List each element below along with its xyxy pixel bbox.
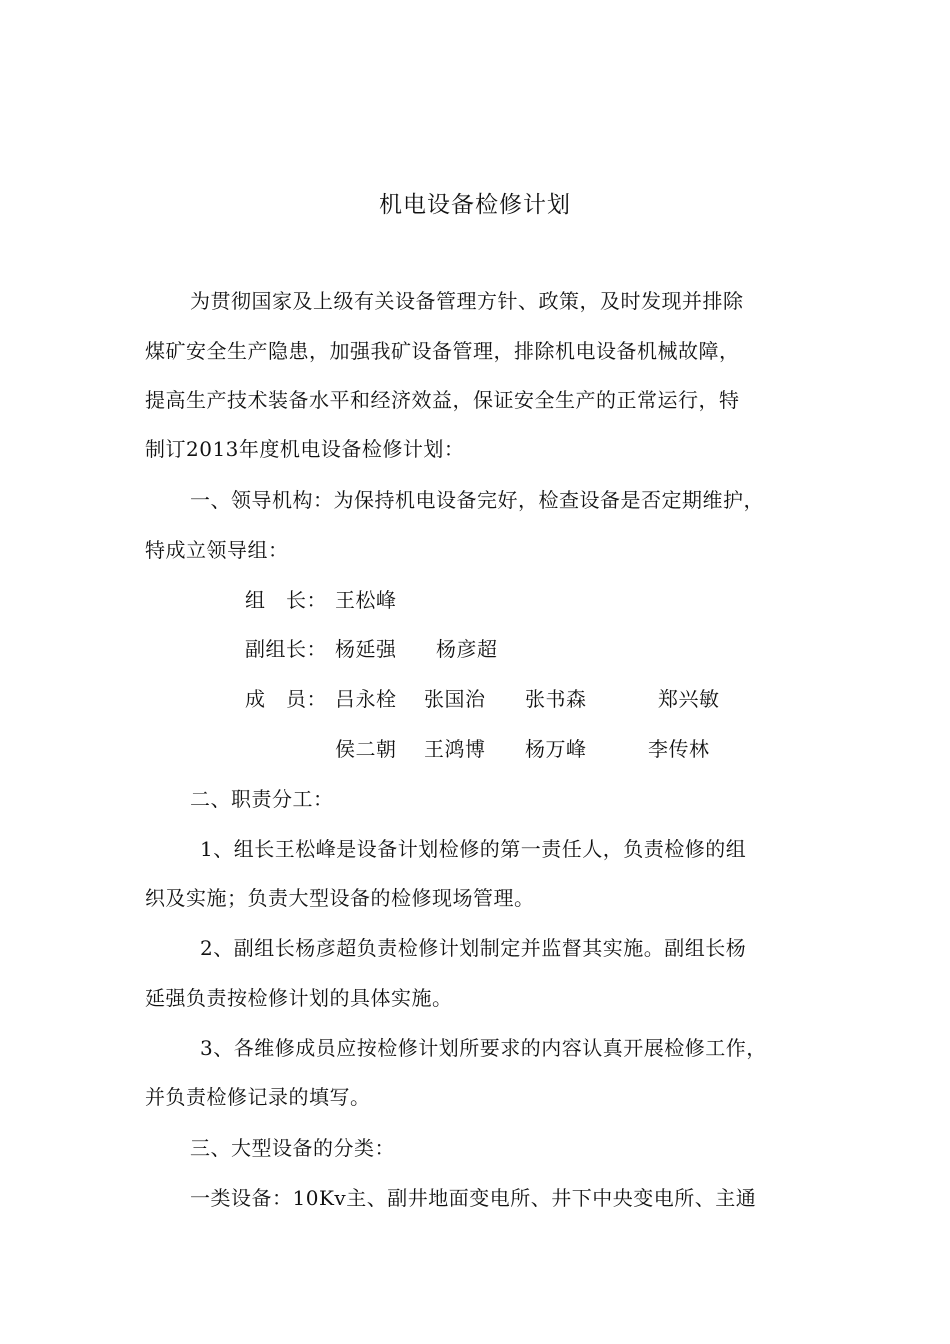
member-name: 吕永栓 (335, 687, 397, 711)
section2-item1-line-1: 1、组长王松峰是设备计划检修的第一责任人，负责检修的组 (200, 837, 747, 861)
intro-line-2: 煤矿安全生产隐患，加强我矿设备管理，排除机电设备机械故障， (145, 339, 740, 363)
intro-line-3: 提高生产技术装备水平和经济效益，保证安全生产的正常运行，特 (145, 388, 740, 412)
leader-label: 组 长： (245, 588, 327, 612)
member-name: 杨万峰 (525, 737, 587, 761)
member-name: 郑兴敏 (658, 687, 720, 711)
intro-line-4: 制订2013年度机电设备检修计划： (145, 437, 465, 461)
section2-heading: 二、职责分工： (190, 787, 334, 811)
member-name: 张国治 (424, 687, 486, 711)
section2-item3-line-2: 并负责检修记录的填写。 (145, 1085, 371, 1109)
section1-line-1: 一、领导机构：为保持机电设备完好，检查设备是否定期维护， (190, 488, 764, 512)
deputy-label: 副组长： (245, 637, 327, 661)
member-name: 王鸿博 (424, 737, 486, 761)
document-title: 机电设备检修计划 (379, 192, 571, 218)
section3-line-1: 一类设备：10Kv主、副井地面变电所、井下中央变电所、主通 (190, 1186, 757, 1210)
intro-line-1: 为贯彻国家及上级有关设备管理方针、政策，及时发现并排除 (190, 289, 744, 313)
section2-item1-line-2: 织及实施；负责大型设备的检修现场管理。 (145, 886, 535, 910)
section2-item2-line-2: 延强负责按检修计划的具体实施。 (145, 986, 453, 1010)
deputy-name-1: 杨延强 (335, 637, 397, 661)
section1-line-2: 特成立领导组： (145, 538, 289, 562)
section3-heading: 三、大型设备的分类： (190, 1136, 395, 1160)
deputy-name-2: 杨彦超 (436, 637, 498, 661)
members-label: 成 员： (245, 687, 327, 711)
section2-item2-line-1: 2、副组长杨彦超负责检修计划制定并监督其实施。副组长杨 (200, 936, 747, 960)
member-name: 李传林 (648, 737, 710, 761)
member-name: 侯二朝 (335, 737, 397, 761)
section2-item3-line-1: 3、各维修成员应按检修计划所要求的内容认真开展检修工作， (200, 1036, 767, 1060)
leader-name: 王松峰 (335, 588, 397, 612)
member-name: 张书森 (525, 687, 587, 711)
